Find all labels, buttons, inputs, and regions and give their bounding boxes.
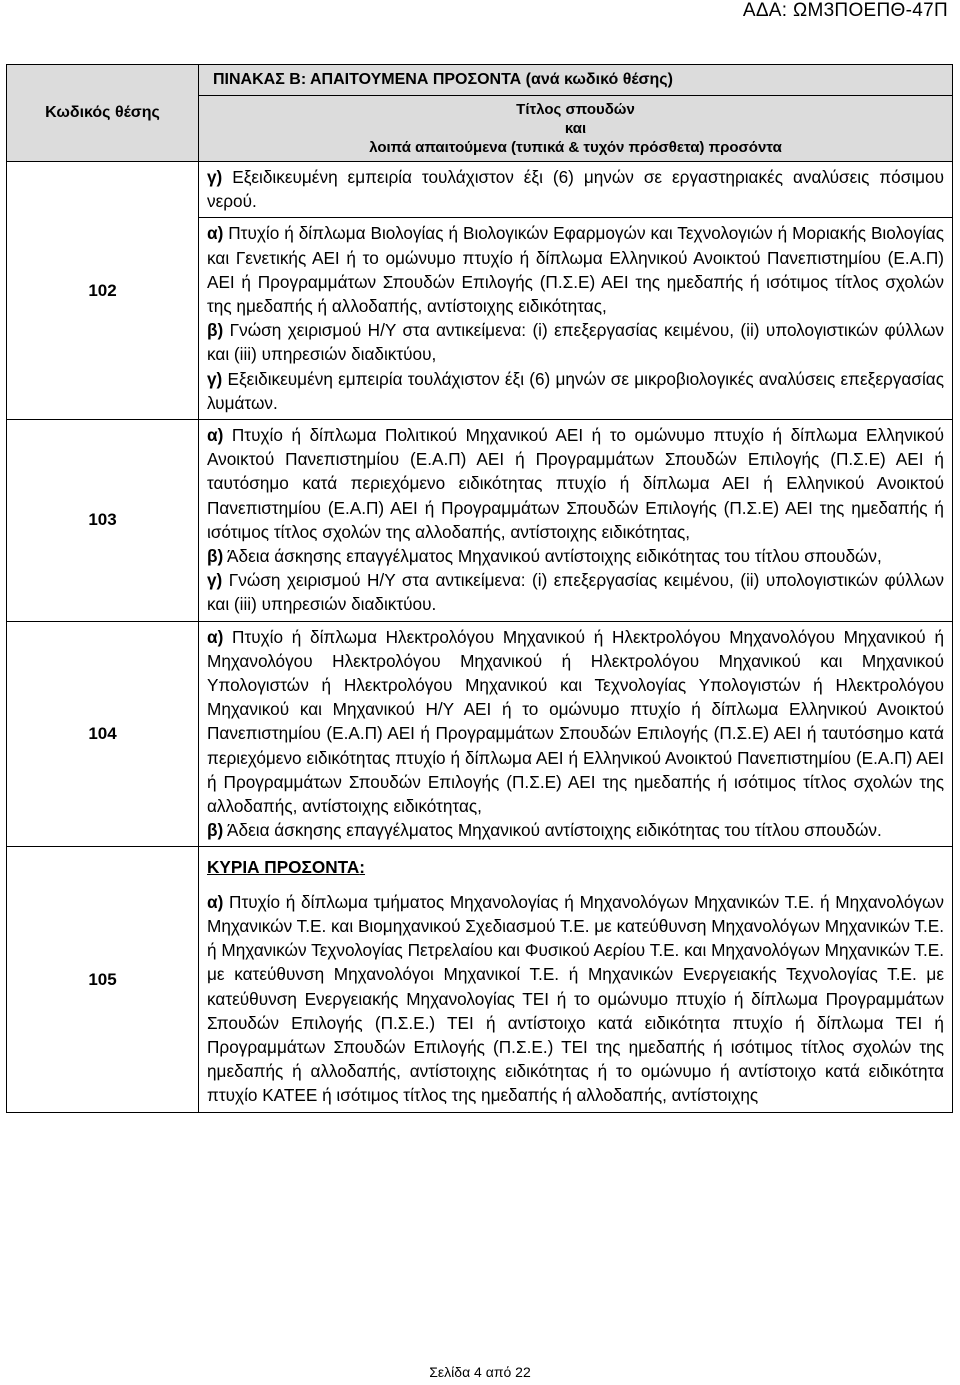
- item-label: β): [207, 546, 224, 567]
- qualifications-cell: [199, 420, 953, 622]
- item-text: Εξειδικευμένη εμπειρία τουλάχιστον έξι (6) μηνών σε εργαστηριακές αναλύσεις πόσιμου νερού.: [207, 167, 944, 212]
- main-qualifications-heading: [207, 855, 944, 879]
- item-label: γ): [207, 167, 223, 187]
- table-row: [7, 162, 953, 218]
- qual-header-line-1: Τίτλος σπουδών: [516, 101, 635, 118]
- heading-colon: :: [359, 857, 366, 878]
- qualification-item: [207, 318, 944, 366]
- item-label: β): [207, 320, 224, 341]
- continuation-cell: [199, 162, 953, 218]
- table-row: [7, 621, 953, 847]
- item-label: α): [207, 425, 224, 446]
- qualification-item: [207, 221, 944, 318]
- item-label: α): [207, 223, 224, 244]
- page-number: Σελίδα 4 από 22: [429, 1364, 531, 1380]
- item-label: α): [207, 891, 224, 912]
- item-text: Άδεια άσκησης επαγγέλματος Μηχανικού αντίστοιχης ειδικότητας του τίτλου σπουδών.: [223, 820, 882, 841]
- item-label: α): [207, 626, 224, 647]
- code-column-header: Κωδικός θέσης: [7, 65, 199, 162]
- position-code: 102: [7, 162, 199, 420]
- item-text: Εξειδικευμένη εμπειρία τουλάχιστον έξι (6) μηνών σε μικροβιολογικές αναλύσεις επεξεργασίας λυμάτων.: [207, 368, 944, 413]
- item-text: Πτυχίο ή δίπλωμα Βιολογίας ή Βιολογικών Εφαρμογών και Τεχνολογιών ή Μοριακής Βιολογίας και Γενετικής ΑΕΙ ή το ομώνυμο πτυχίο ή δίπλωμα Ελληνικού Ανοικτού Πανεπιστημίου (Ε.Α.Π) ΑΕΙ ή Προγραμμάτων Σπουδών Επιλογής (Π.Σ.Ε) ΑΕΙ της ημεδαπής ή ισότιμος τίτλος σχολών της ημεδαπής ή αλλοδαπής, αντίστοιχης ειδικότητας,: [207, 223, 944, 317]
- item-text: Γνώση χειρισμού Η/Υ στα αντικείμενα: (i) επεξεργασίας κειμένου, (ii) υπολογιστικών φύλλων και (iii) υπηρεσιών διαδικτύου.: [207, 570, 944, 615]
- qualification-item: [207, 818, 944, 842]
- qualifications-cell: [199, 847, 953, 1112]
- position-code: 103: [7, 420, 199, 622]
- item-text: Γνώση χειρισμού Η/Υ στα αντικείμενα: (i) επεξεργασίας κειμένου, (ii) υπολογιστικών φύλλων και (iii) υπηρεσιών διαδικτύου,: [207, 320, 944, 365]
- qualifications-cell: [199, 218, 953, 420]
- table-title: ΠΙΝΑΚΑΣ Β: ΑΠΑΙΤΟΥΜΕΝΑ ΠΡΟΣΟΝΤΑ (ανά κωδικό θέσης): [199, 65, 953, 96]
- qualifications-column-header: [199, 96, 953, 162]
- qualification-item: [207, 568, 944, 616]
- item-label: β): [207, 820, 224, 841]
- qualification-item: [207, 367, 944, 415]
- item-text: Πτυχίο ή δίπλωμα τμήματος Μηχανολογίας ή Μηχανολόγων Μηχανικών Τ.Ε. ή Μηχανολόγων Μηχανικών Τ.Ε. και Βιομηχανικού Σχεδιασμού Τ.Ε. με κατεύθυνση Μηχανολόγων Μηχανικών Τ.Ε. ή Μηχανικών Τεχνολογίας Πετρελαίου και Φυσικού Αερίου Τ.Ε. και Μηχανολόγων Μηχανικών Τ.Ε. με κατεύθυνση Μηχανολόγοι Μηχανικοί Τ.Ε. ή Μηχανικών Ενεργειακής Τεχνολογίας Τ.Ε. με κατεύθυνση Ενεργειακής Μηχανολογίας ΤΕΙ ή το ομώνυμο πτυχίο ή δίπλωμα Προγραμμάτων Σπουδών Επιλογής (Π.Σ.Ε.) ΤΕΙ ή αντίστοιχο κατά ειδικότητα πτυχίο ή δίπλωμα ΤΕΙ ή Προγραμμάτων Σπουδών Επιλογής (Π.Σ.Ε.) ΤΕΙ της ημεδαπής ή ισότιμος τίτλος σχολών της ημεδαπής ή αλλοδαπής, αντίστοιχης ειδικότητας ή το ομώνυμο ή αντίστοιχο κατά ειδικότητα πτυχίο ΚΑΤΕΕ ή ισότιμος τίτλος της ημεδαπής ή αλλοδαπής, αντίστοιχης: [207, 891, 944, 1106]
- qual-header-line-3: λοιπά απαιτούμενα (τυπικά & τυχόν πρόσθετα) προσόντα: [369, 139, 782, 156]
- position-code: 104: [7, 621, 199, 847]
- qual-header-line-2: και: [564, 120, 587, 137]
- qualification-item: [207, 423, 944, 544]
- item-text: Πτυχίο ή δίπλωμα Ηλεκτρολόγου Μηχανικού ή Ηλεκτρολόγου Μηχανολόγου Μηχανικού ή Μηχανολόγου Ηλεκτρολόγου Μηχανικού ή Ηλεκτρολόγου Μηχανικού και Μηχανικού Υπολογιστών ή Ηλεκτρολόγου Μηχανικού και Τεχνολογίας Υπολογιστών ή Ηλεκτρολόγου Μηχανικού και Μηχανικού Η/Υ ΑΕΙ ή το ομώνυμο πτυχίο ή δίπλωμα Ελληνικού Ανοικτού Πανεπιστημίου (Ε.Α.Π) ΑΕΙ ή Προγραμμάτων Σπουδών Επιλογής (Π.Σ.Ε) ΑΕΙ ή ταυτόσημο κατά περιεχόμενο ειδικότητας πτυχίο ή δίπλωμα ΑΕΙ ή Ελληνικού Ανοικτού Πανεπιστημίου (Ε.Α.Π) ΑΕΙ ή Προγραμμάτων Σπουδών Επιλογής (Π.Σ.Ε) ΑΕΙ της ημεδαπής ή ισότιμος τίτλος σχολών της αλλοδαπής, αντίστοιχης ειδικότητας,: [207, 626, 944, 817]
- table-title-row: [7, 65, 953, 96]
- qualification-item: [207, 544, 944, 568]
- qualifications-cell: [199, 621, 953, 847]
- qualification-item: [207, 165, 944, 213]
- item-text: Πτυχίο ή δίπλωμα Πολιτικού Μηχανικού ΑΕΙ ή το ομώνυμο πτυχίο ή δίπλωμα Ελληνικού Ανοικτού Πανεπιστημίου (Ε.Α.Π) ΑΕΙ ή Προγραμμάτων Σπουδών Επιλογής (Π.Σ.Ε) ΑΕΙ ή ταυτόσημο κατά περιεχόμενο ειδικότητας πτυχίο ή δίπλωμα ΑΕΙ ή Ελληνικού Ανοικτού Πανεπιστημίου (Ε.Α.Π) ΑΕΙ ή Προγραμμάτων Σπουδών Επιλογής (Π.Σ.Ε) ΑΕΙ της ημεδαπής ή ισότιμος τίτλος σχολών της αλλοδαπής, αντίστοιχης ειδικότητας,: [207, 425, 944, 542]
- position-code: 105: [7, 847, 199, 1112]
- requirements-table: [6, 64, 953, 1113]
- qualification-item: [207, 625, 944, 819]
- qualification-item: [207, 890, 944, 1108]
- table-row: [7, 847, 953, 1112]
- table-row: [7, 420, 953, 622]
- heading-text: ΚΥΡΙΑ ΠΡΟΣΟΝΤΑ: [207, 857, 360, 878]
- item-label: γ): [207, 570, 223, 591]
- item-text: Άδεια άσκησης επαγγέλματος Μηχανικού αντίστοιχης ειδικότητας του τίτλου σπουδών,: [223, 546, 882, 567]
- ada-reference: ΑΔΑ: ΩΜ3ΠΟΕΠΘ-47Π: [742, 0, 948, 21]
- item-label: γ): [207, 368, 223, 389]
